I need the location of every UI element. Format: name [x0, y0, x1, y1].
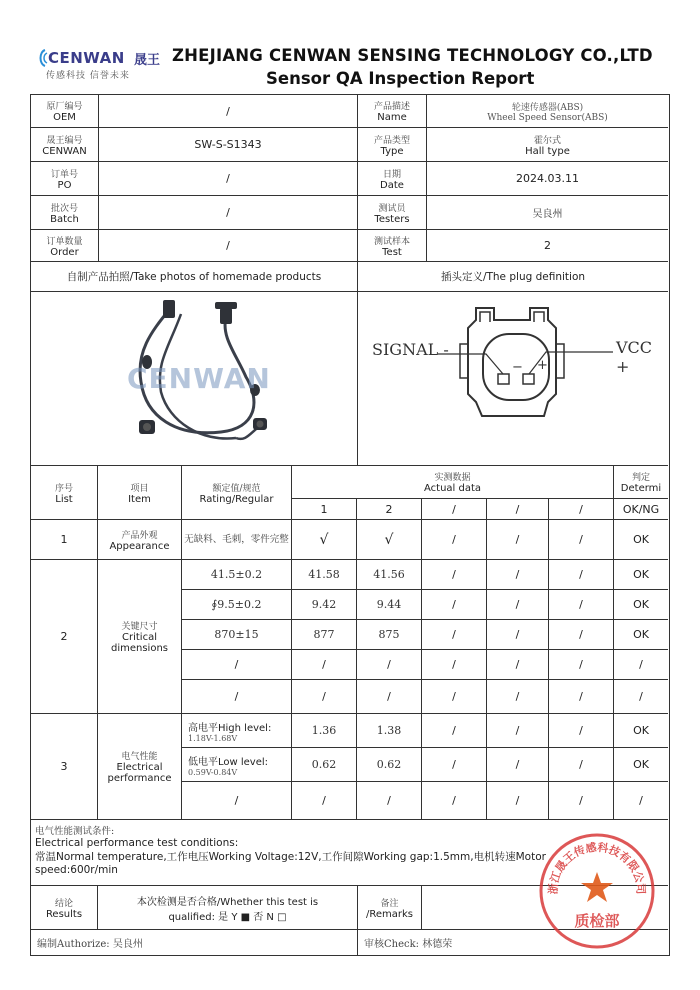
test-value: 2: [544, 239, 551, 252]
det-sub-header: OK/NG: [622, 502, 660, 516]
col-list-cn: 序号: [54, 483, 73, 494]
value-cell: /: [452, 568, 456, 581]
det-cell: OK: [633, 533, 649, 546]
results-question: 本次检测是否合格/Whether this test is: [136, 896, 319, 908]
det-cell: /: [639, 690, 643, 703]
testers-label-en: Testers: [374, 213, 410, 225]
value-cell: /: [579, 794, 583, 807]
company-name: ZHEJIANG CENWAN SENSING TECHNOLOGY CO.,LTD: [172, 46, 653, 65]
value-cell: √: [384, 531, 394, 548]
oem-label: [31, 95, 98, 127]
photo-watermark: CENWAN: [127, 362, 271, 395]
item-appearance: [98, 520, 181, 559]
po-value: /: [226, 172, 230, 185]
item-appearance-en: Appearance: [109, 540, 170, 552]
value-cell: /: [515, 658, 520, 671]
rating-high-range: 1.18V-1.68V: [188, 733, 238, 743]
product-photo: [31, 292, 357, 465]
order-value: /: [226, 239, 230, 252]
value-cell: 875: [378, 628, 400, 641]
name-value-en: Wheel Speed Sensor(ABS): [487, 112, 608, 123]
testers-value: 吴良州: [532, 209, 563, 220]
sample-number: /: [579, 502, 583, 516]
test-label: [358, 230, 426, 261]
col-item-header: [98, 466, 181, 519]
photo-heading: 自制产品拍照/Take photos of homemade products: [66, 271, 322, 283]
rating-low-level: [182, 748, 291, 781]
cenwan-label: [31, 128, 98, 161]
remarks-label: [358, 886, 421, 929]
conditions-title-cn: 电气性能测试条件:: [35, 826, 115, 837]
col-det-en: Determi: [620, 483, 662, 494]
cenwan-label-cn: 晟王编号: [46, 135, 83, 146]
det-cell: OK: [633, 758, 649, 771]
value-cell: 1.38: [376, 724, 402, 737]
order-label-en: Order: [50, 246, 79, 258]
row-number: 2: [60, 630, 68, 643]
date-value: 2024.03.11: [516, 172, 579, 185]
report-form: [30, 94, 670, 956]
rating-cell: /: [234, 690, 239, 703]
logo-mark-icon: [36, 48, 48, 68]
col-list-en: List: [55, 493, 73, 505]
value-cell: /: [387, 658, 391, 671]
vcc-label: VCC +: [616, 338, 653, 376]
det-cell: OK: [633, 598, 649, 611]
det-cell: OK: [633, 568, 649, 581]
rating-cell: 41.5±0.2: [210, 568, 263, 581]
rating-high-level: [182, 714, 291, 747]
type-label: [358, 128, 426, 161]
oem-label-en: OEM: [53, 112, 76, 123]
col-rating-cn: 额定值/规范: [212, 483, 261, 494]
row-number: 1: [60, 533, 68, 546]
name-value: [427, 95, 668, 127]
name-value-cn: 轮速传感器(ABS): [511, 102, 584, 113]
po-label-cn: 订单号: [50, 169, 78, 180]
oem-value: /: [226, 104, 230, 118]
value-cell: 41.58: [308, 568, 340, 581]
authorize-field: 编制Authorize: 吴良州: [37, 939, 143, 950]
conditions-line: speed:600r/min: [35, 864, 118, 876]
batch-label-cn: 批次号: [50, 203, 78, 214]
value-cell: /: [579, 568, 583, 581]
value-cell: /: [579, 628, 583, 641]
logo-slogan: 传感科技 信誉未来: [46, 71, 130, 81]
value-cell: /: [579, 533, 583, 546]
item-appearance-cn: 产品外观: [121, 530, 158, 541]
col-actual-header: [292, 466, 613, 498]
plus-label: +: [537, 358, 548, 373]
sample-number: 2: [385, 502, 393, 516]
det-cell: OK: [633, 628, 649, 641]
value-cell: /: [515, 724, 520, 737]
remarks-label-cn: 备注: [380, 898, 399, 909]
value-cell: /: [515, 598, 520, 611]
value-cell: /: [387, 690, 391, 703]
oem-label-cn: 原厂编号: [46, 102, 83, 112]
rating-appearance: 无缺料、毛刺，零件完整: [184, 533, 289, 545]
col-list-header: [31, 466, 97, 519]
value-cell: 0.62: [376, 758, 402, 771]
det-cell: /: [639, 658, 643, 671]
value-cell: /: [515, 758, 520, 771]
det-cell: OK: [633, 724, 649, 737]
results-label: [31, 886, 97, 929]
item-elec-cn: 电气性能: [121, 752, 158, 762]
results-label-en: Results: [45, 908, 83, 920]
plug-diagram: [358, 292, 668, 465]
company-logo: [36, 46, 166, 86]
sample-number: 1: [320, 502, 328, 516]
batch-value: /: [226, 206, 230, 219]
batch-label-en: Batch: [50, 213, 79, 225]
type-value: [427, 128, 668, 161]
value-cell: /: [452, 658, 456, 671]
signal-label: SIGNAL -: [372, 340, 449, 359]
value-cell: /: [579, 598, 583, 611]
item-dim-cn: 关键尺寸: [121, 622, 158, 632]
col-det-cn: 判定: [631, 473, 650, 483]
sample-number: /: [515, 502, 520, 516]
type-value-cn: 霍尔式: [533, 135, 561, 146]
results-label-cn: 结论: [54, 898, 73, 909]
test-label-en: Test: [382, 246, 402, 258]
value-cell: 9.44: [376, 598, 402, 611]
det-cell: /: [639, 794, 643, 807]
row-number: 3: [60, 760, 68, 773]
value-cell: /: [322, 658, 326, 671]
value-cell: /: [579, 690, 583, 703]
results-answer: qualified: 是 Y ■ 否 N □: [168, 911, 287, 923]
logo-brand-cn: 晟王: [134, 53, 161, 68]
value-cell: /: [515, 533, 520, 546]
value-cell: /: [452, 628, 456, 641]
order-label-cn: 订单数量: [46, 236, 83, 247]
minus-label: −: [512, 360, 523, 375]
plug-heading: 插头定义/The plug definition: [440, 271, 586, 283]
value-cell: 877: [313, 628, 335, 641]
cenwan-value: SW-S-S1343: [194, 138, 262, 151]
value-cell: /: [515, 628, 520, 641]
logo-brand-text: CENWAN: [48, 49, 125, 67]
sample-number: /: [452, 502, 456, 516]
value-cell: /: [452, 690, 456, 703]
seal-stamp-icon: [536, 830, 658, 952]
value-cell: 0.62: [311, 758, 337, 771]
value-cell: /: [387, 794, 391, 807]
rating-cell: ∮9.5±0.2: [211, 598, 262, 611]
value-cell: /: [322, 690, 326, 703]
value-cell: 41.56: [373, 568, 405, 581]
value-cell: /: [322, 794, 326, 807]
conditions-title-en: Electrical performance test conditions:: [35, 837, 239, 849]
col-actual-cn: 实测数据: [434, 473, 471, 483]
rating-cell: /: [234, 794, 239, 807]
value-cell: /: [579, 758, 583, 771]
value-cell: /: [579, 724, 583, 737]
value-cell: /: [452, 598, 456, 611]
col-det-header: [614, 466, 668, 498]
col-rating-header: [182, 466, 291, 519]
type-value-en: Hall type: [525, 145, 570, 157]
remarks-label-en: /Remarks: [365, 908, 413, 920]
po-label-en: PO: [57, 179, 72, 191]
report-title: Sensor QA Inspection Report: [266, 69, 535, 88]
conditions-line: 常温Normal temperature,工作电压Working Voltage:12V,工作间隙Working gap:1.5mm,电机转速Motor: [35, 851, 546, 863]
name-label: [358, 95, 426, 127]
svg-text:浙江晟王传感科技有限公司: 浙江晟王传感科技有限公司: [546, 840, 648, 895]
value-cell: /: [579, 658, 583, 671]
rating-cell: /: [234, 658, 239, 671]
item-dim-en: Critical dimensions: [110, 632, 168, 654]
name-label-en: Name: [377, 112, 407, 123]
date-label-en: Date: [380, 179, 404, 191]
plug-connector-diagram: [358, 292, 668, 465]
po-label: [31, 162, 98, 195]
col-item-cn: 项目: [130, 483, 149, 494]
value-cell: /: [515, 794, 520, 807]
col-rating-en: Rating/Regular: [199, 493, 274, 505]
rating-high-label: 高电平High level:: [188, 722, 272, 734]
value-cell: /: [515, 568, 520, 581]
col-actual-en: Actual data: [423, 483, 482, 494]
item-elec-en: Electrical performance: [107, 762, 172, 784]
testers-label: [358, 196, 426, 229]
value-cell: 9.42: [311, 598, 337, 611]
value-cell: /: [452, 758, 456, 771]
value-cell: /: [452, 533, 456, 546]
rating-low-range: 0.59V-0.84V: [188, 767, 238, 777]
cenwan-label-en: CENWAN: [42, 145, 87, 157]
rating-cell: 870±15: [214, 628, 259, 641]
col-item-en: Item: [128, 493, 151, 505]
type-label-en: Type: [380, 145, 404, 157]
rating-low-label: 低电平Low level:: [188, 756, 269, 768]
results-statement: [98, 886, 357, 929]
value-cell: /: [452, 794, 456, 807]
check-field: 审核Check: 林德荣: [364, 939, 453, 950]
type-label-cn: 产品类型: [373, 135, 410, 146]
value-cell: √: [319, 531, 329, 548]
company-seal: [536, 830, 658, 952]
name-label-cn: 产品描述: [373, 102, 410, 112]
value-cell: /: [515, 690, 520, 703]
item-critical-dimensions: [98, 560, 181, 713]
date-label: [358, 162, 426, 195]
value-cell: /: [452, 724, 456, 737]
seal-department: 质检部: [574, 912, 620, 930]
testers-label-cn: 测试员: [378, 203, 406, 214]
date-label-cn: 日期: [382, 169, 401, 180]
item-electrical: [98, 714, 181, 819]
batch-label: [31, 196, 98, 229]
order-label: [31, 230, 98, 261]
value-cell: 1.36: [311, 724, 337, 737]
test-label-cn: 测试样本: [373, 236, 410, 247]
